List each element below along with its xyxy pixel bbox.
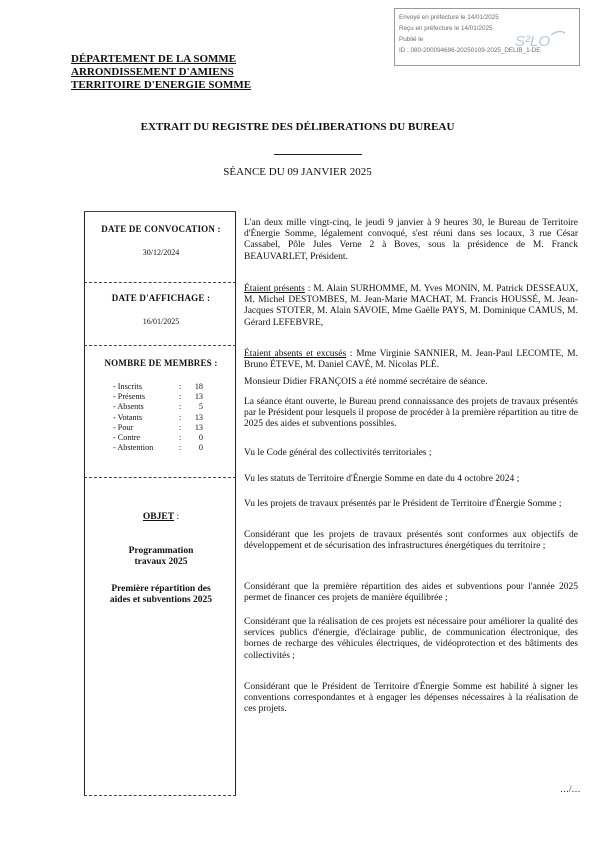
page-continuation-mark: …/… <box>560 784 581 794</box>
membres-row: - Abstention : 0 <box>113 443 203 453</box>
separator-convocation <box>84 282 236 283</box>
paragraph-seance-ouverte: La séance étant ouverte, le Bureau prend connaissance des projets de travaux présentés par le Président pour lesquels il propose de procéder à la première répartition au titre de 2025 des aides et subventions possibles. <box>244 397 578 430</box>
membres-counts <box>113 382 203 453</box>
objet-label: OBJET <box>142 512 175 522</box>
convocation-date: 30/12/2024 <box>142 248 180 257</box>
left-top-line <box>84 211 236 212</box>
membres-label: NOMBRE DE MEMBRES : <box>104 358 218 368</box>
seance-date: SÉANCE DU 09 JANVIER 2025 <box>223 166 372 178</box>
stamp-id: ID : 080-200094696-20250109-2025_DELIB_1-DE <box>399 47 541 54</box>
paragraph-vu-projets: Vu les projets de travaux présentés par le Président de Territoire d'Énergie Somme ; <box>244 499 562 509</box>
header-arrondissement: ARRONDISSEMENT D'AMIENS <box>71 66 234 78</box>
paragraph-considerant-repartition: Considérant que la première répartition des aides et subventions pour l'année 2025 permet de financer ces projets de manière équilibrée ; <box>244 582 578 604</box>
membres-block <box>88 358 234 368</box>
absents-list: : Mme Virginie SANNIER, M. Jean-Paul LECOMTE, M. Bruno ÉTEVE, M. Daniel CAVÉ, M. Nicolas PLÉ. <box>244 349 578 371</box>
presents-list: : M. Alain SURHOMME, M. Yves MONIN, M. Patrick DESSEAUX, M. Michel DESTOMBES, M. Jean-Marie MACHAT, M. Francis HOUSSÉ, M. Jean-Jacques STOTER, M. Alain SAVOIE, Mme Gaëlle PAYS, M. Dominique CAMUS, M. Gérard LEFEBVRE, <box>244 284 578 328</box>
paragraph-secretaire: Monsieur Didier FRANÇOIS a été nommé secrétaire de séance. <box>244 377 488 387</box>
paragraph-vu-statuts: Vu les statuts de Territoire d'Énergie Somme en date du 4 octobre 2024 ; <box>244 474 520 484</box>
paragraph-presents <box>244 284 578 329</box>
membres-row: - Pour : 13 <box>113 422 203 432</box>
stamp-publie: Publié le <box>399 36 424 43</box>
paragraph-considerant-realisation: Considérant que la réalisation de ces projets est nécessaire pour améliorer la qualité des services publics d'énergie, d'éclairage public, de communication électronique, des bornes de recharge des véhicules électriques, de vidéoprotection et des bâtiments des collectivités ; <box>244 617 578 661</box>
paragraph-vu-code: Vu le Code général des collectivités territoriales ; <box>244 448 432 458</box>
prefecture-stamp <box>394 8 580 66</box>
header-departement: DÉPARTEMENT DE LA SOMME <box>71 53 237 65</box>
s2lo-logo-icon <box>513 27 567 53</box>
affichage-block <box>88 293 234 326</box>
membres-row: - Votants : 13 <box>113 412 203 422</box>
objet-title: Programmation travaux 2025 <box>128 546 194 567</box>
left-bottom-line <box>84 795 236 796</box>
membres-row: - Contre : 0 <box>113 433 203 443</box>
paragraph-considerant-president: Considérant que le Président de Territoire d'Énergie Somme est habilité à signer les conventions correspondantes et à engager les dépenses nécessaires à la réalisation de ces projets. <box>244 682 578 715</box>
paragraph-preamble: L'an deux mille vingt-cinq, le jeudi 9 janvier à 9 heures 30, le Bureau de Territoire d'Énergie Somme, légalement convoqué, s'est réuni dans ses locaux, 3 rue César Cassabel, Pôle Jules Verne 2 à Boves, sous la présidence de M. Franck BEAUVARLET, Président. <box>244 218 578 262</box>
absents-label: Étaient absents et excusés <box>244 349 347 359</box>
membres-row: - Présents : 13 <box>113 392 203 402</box>
title-divider <box>274 154 362 155</box>
convocation-label: DATE DE CONVOCATION : <box>101 224 221 234</box>
column-divider-line <box>235 211 236 796</box>
membres-row: - Absents : 5 <box>113 402 203 412</box>
separator-affichage <box>84 345 236 346</box>
department-header <box>71 53 251 92</box>
left-border-line <box>84 211 85 796</box>
objet-subtitle: Première répartition des aides et subventions 2025 <box>109 584 213 605</box>
affichage-date: 16/01/2025 <box>142 317 180 326</box>
affichage-label: DATE D'AFFICHAGE : <box>111 293 211 303</box>
stamp-recu: Reçu en préfecture le 14/01/2025 <box>399 25 493 32</box>
header-territoire: TERRITOIRE D'ENERGIE SOMME <box>71 79 252 91</box>
svg-text:S²LO: S²LO <box>515 33 551 50</box>
document-title: EXTRAIT DU REGISTRE DES DÉLIBERATIONS DU BUREAU <box>140 121 455 133</box>
separator-membres <box>84 477 236 478</box>
membres-row: - Inscrits : 18 <box>113 382 203 391</box>
objet-colon: : <box>174 512 180 522</box>
objet-block <box>88 512 234 522</box>
paragraph-absents <box>244 349 578 371</box>
presents-label: Étaient présents <box>244 284 305 294</box>
paragraph-considerant-conformes: Considérant que les projets de travaux présentés sont conformes aux objectifs de développement et de sécurisation des infrastructures énergétiques du territoire ; <box>244 530 578 552</box>
stamp-envoye: Envoyé en préfecture le 14/01/2025 <box>399 14 499 21</box>
convocation-block <box>88 224 234 257</box>
